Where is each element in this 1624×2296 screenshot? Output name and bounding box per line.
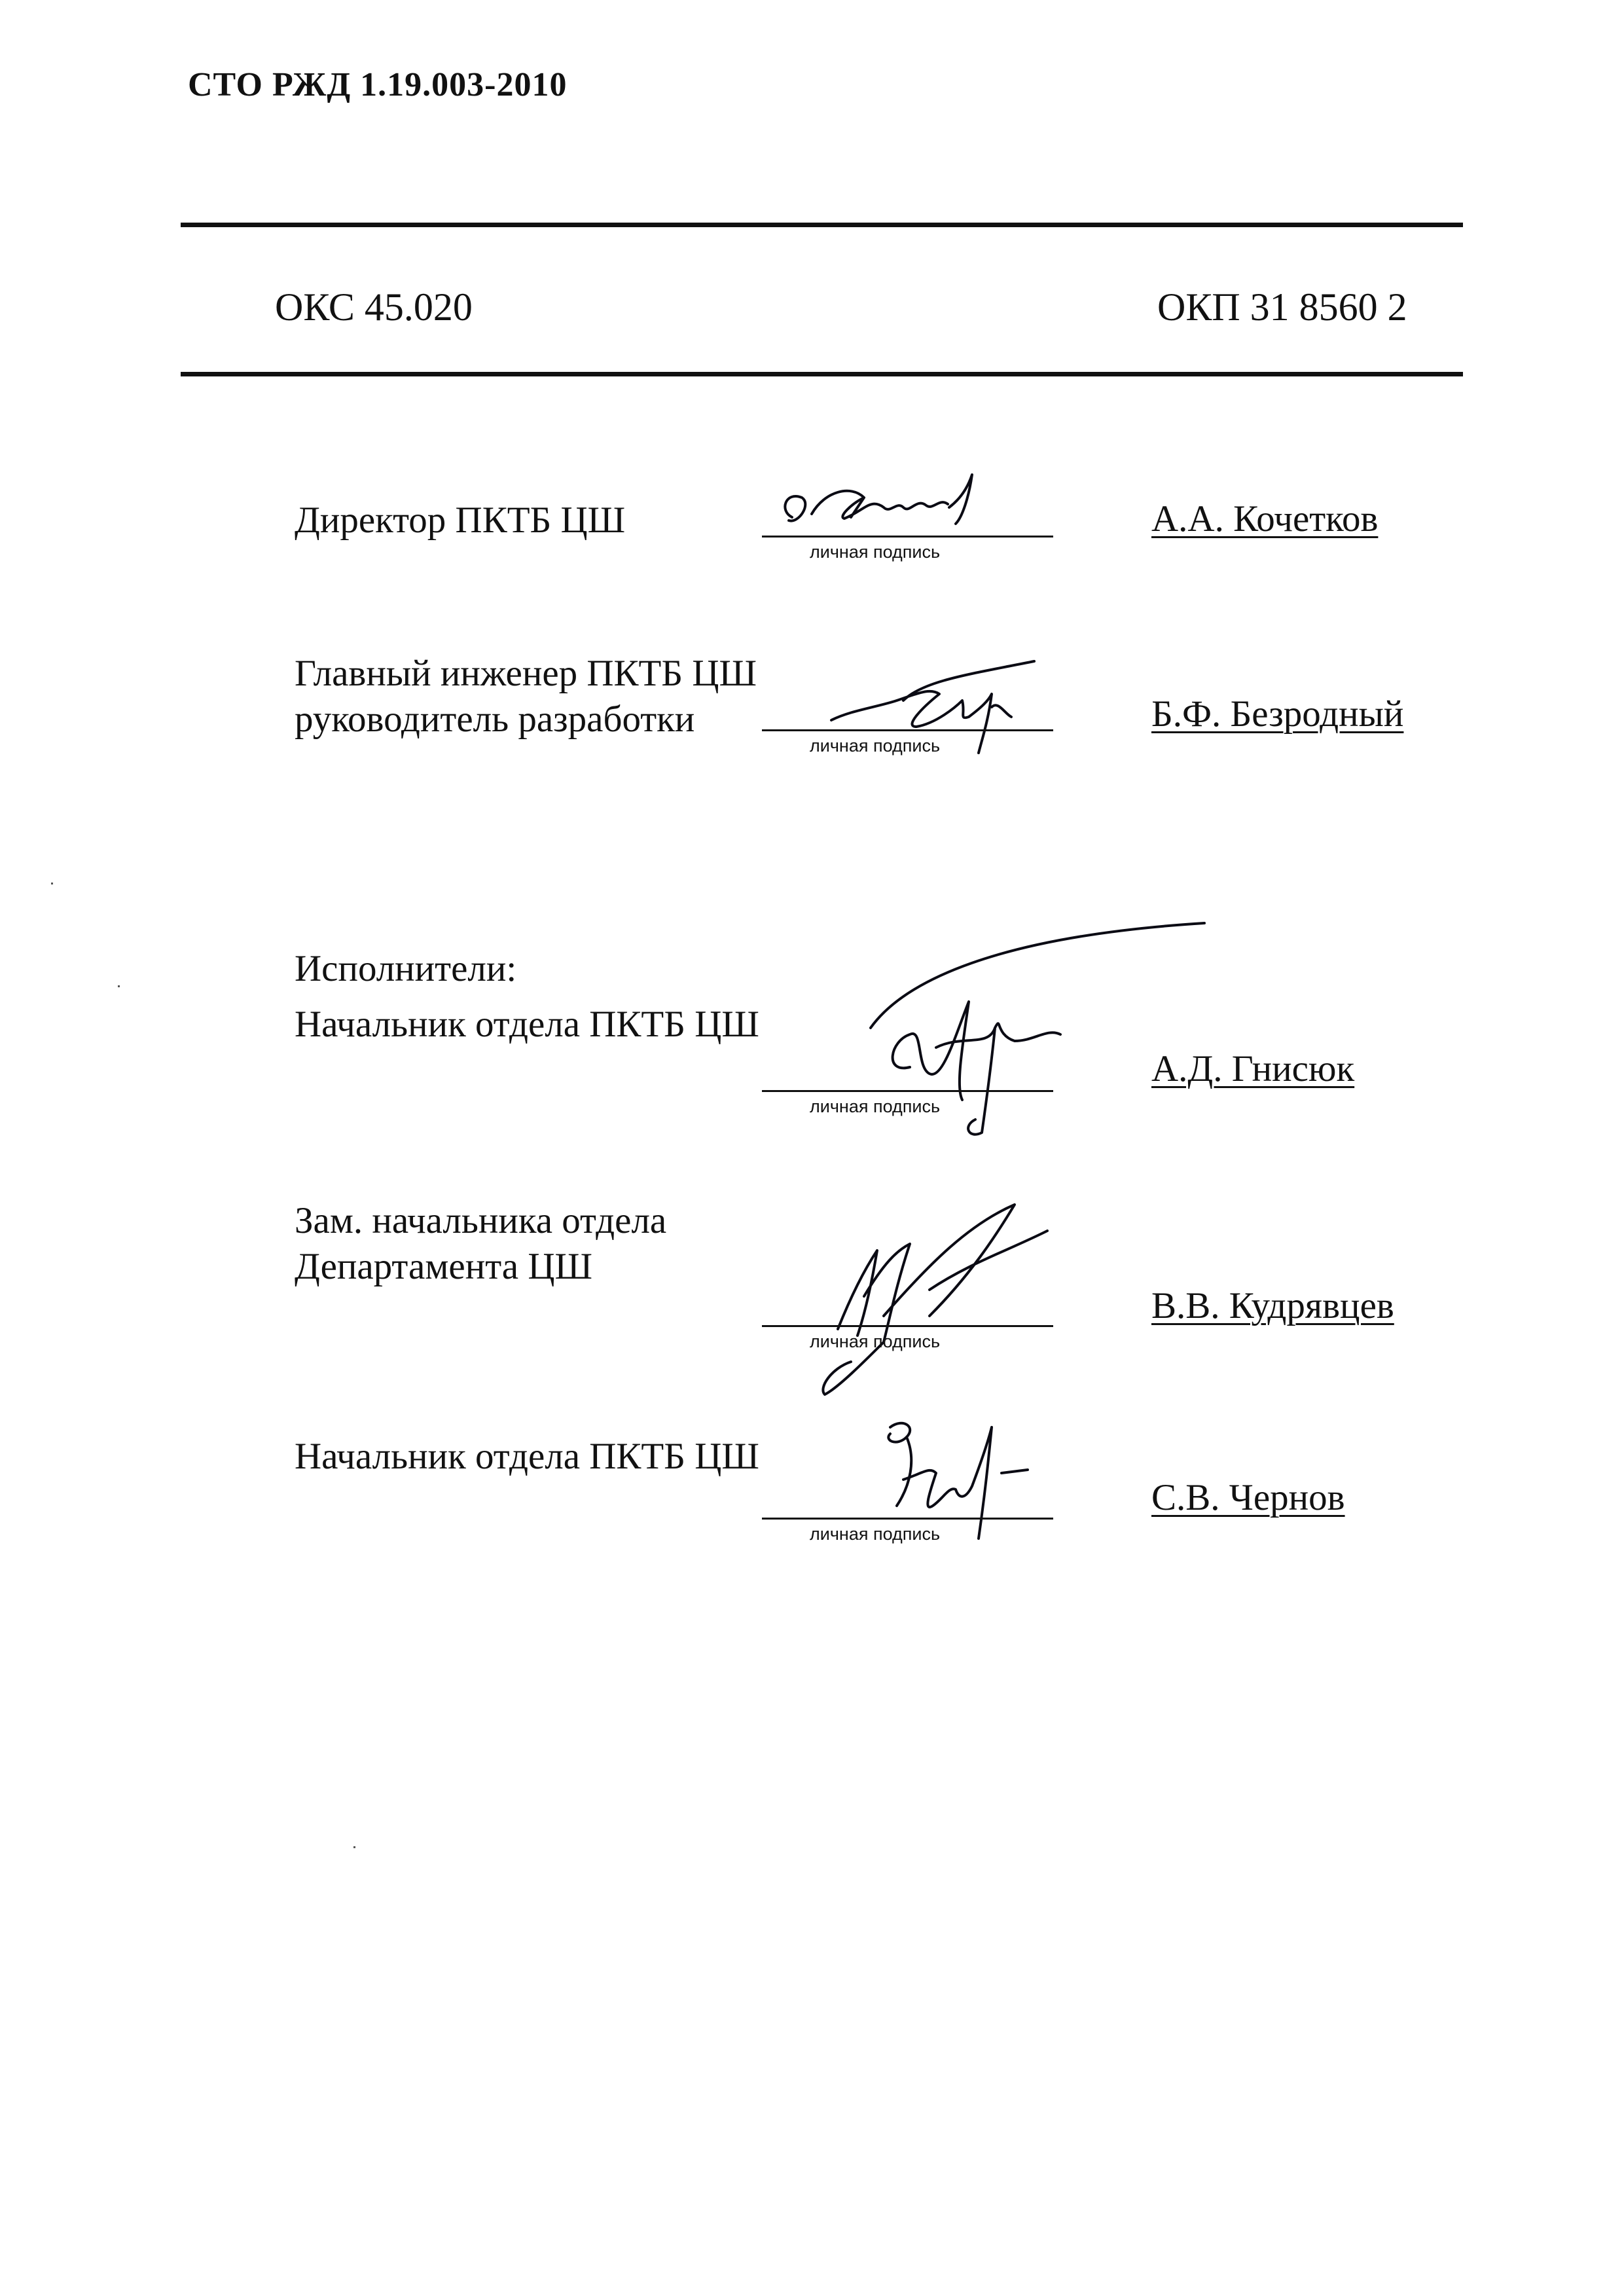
signature-caption: личная подпись — [810, 542, 941, 562]
signature-caption: личная подпись — [810, 1332, 941, 1351]
oks-code: ОКС 45.020 — [275, 285, 473, 329]
signature-line — [762, 1325, 1053, 1327]
signer-name: А.А. Кочетков — [1151, 498, 1379, 539]
signature-line — [762, 536, 1053, 538]
scan-speck — [51, 883, 53, 884]
signer-name: В.В. Кудрявцев — [1151, 1285, 1394, 1326]
signature-caption: личная подпись — [810, 736, 941, 756]
role-line: руководитель разработки — [295, 699, 695, 740]
role-line: Главный инженер ПКТБ ЦШ — [295, 653, 757, 694]
top-rule — [181, 223, 1463, 227]
scan-speck — [353, 1846, 355, 1848]
role-line: Директор ПКТБ ЦШ — [295, 500, 626, 541]
executors-heading: Исполнители: — [295, 948, 517, 989]
signature-caption: личная подпись — [810, 1097, 941, 1116]
signature-line — [762, 1090, 1053, 1092]
document-code: СТО РЖД 1.19.003-2010 — [188, 66, 568, 103]
signature-line — [762, 1518, 1053, 1520]
signer-name: Б.Ф. Безродный — [1151, 693, 1404, 735]
role-line: Департамента ЦШ — [295, 1246, 593, 1287]
role-line: Начальник отдела ПКТБ ЦШ — [295, 1004, 759, 1045]
okp-code: ОКП 31 8560 2 — [1157, 285, 1407, 329]
role-line: Начальник отдела ПКТБ ЦШ — [295, 1436, 759, 1477]
signature-caption: личная подпись — [810, 1524, 941, 1544]
role-line: Зам. начальника отдела — [295, 1200, 667, 1241]
signer-name: С.В. Чернов — [1151, 1477, 1345, 1518]
signature-image — [772, 471, 1008, 543]
signature-line — [762, 729, 1053, 731]
signer-name: А.Д. Гнисюк — [1151, 1048, 1355, 1089]
signature-image — [799, 1198, 1074, 1408]
bottom-rule — [181, 372, 1463, 376]
scan-speck — [118, 985, 120, 987]
